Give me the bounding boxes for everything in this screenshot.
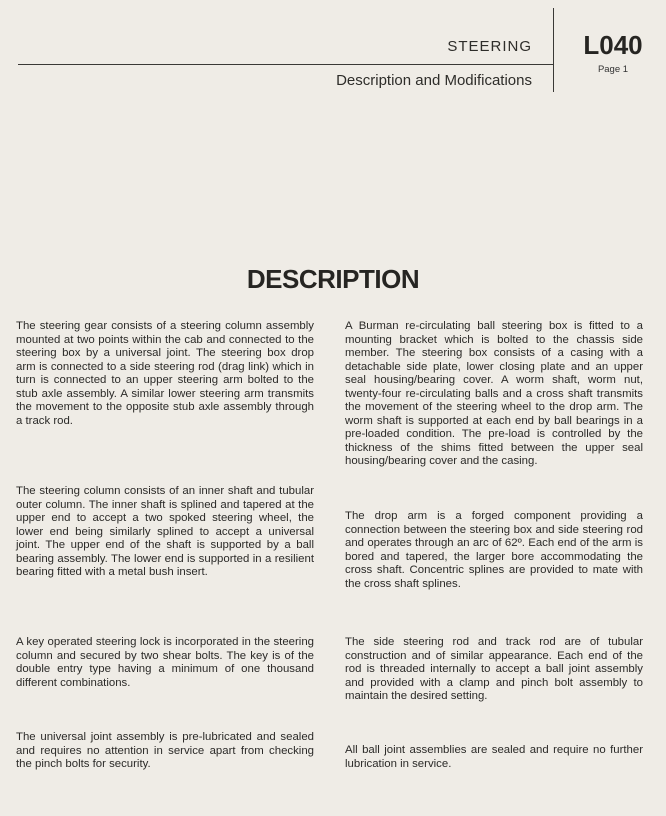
section-heading: STEERING: [447, 38, 532, 55]
paragraph-steering-lock: A key operated steering lock is incorporated in the steering column and secured by two shear bolts. The key is of the double entry type having a minimum of one thousand different combinations.: [16, 636, 314, 689]
document-code: L040: [583, 30, 643, 60]
header-rule: [18, 64, 554, 65]
paragraph-drop-arm: The drop arm is a forged component providing a connection between the steering box and side steering rod and operates through an arc of 62º. Each end of the arm is bored and tapered, the larger bore accommodating the cross shaft. Concentric splines are provided to mate with the cross shaft splines.: [345, 510, 643, 590]
paragraph-steering-gear: The steering gear consists of a steering column assembly mounted at two points within the cab and connected to the steering box by a universal joint. The steering box drop arm is connected to a side steering rod (drag link) which in turn is connected to an upper steering arm bolted to the stub axle assembly. A similar lower steering arm transmits the movement to the opposite stub axle assembly through a track rod.: [16, 320, 314, 427]
paragraph-universal-joint: The universal joint assembly is pre-lubricated and sealed and requires no attention in service apart from checking the pinch bolts for security.: [16, 731, 314, 770]
paragraph-steering-rod: The side steering rod and track rod are of tubular construction and of similar appearance. Each end of the rod is threaded internally to accept a ball joint assembly and provided with a clamp and pinch bolt assembly to maintain the desired setting.: [345, 636, 643, 702]
page-title: DESCRIPTION: [246, 264, 420, 294]
paragraph-steering-column: The steering column consists of an inner shaft and tubular outer column. The inner shaft is splined and tapered at the upper end to accept a two spoked steering wheel, the lower end being similarly splined to accept a universal joint. The upper end of the shaft is supported by a ball bearing assembly. The lower end is supported in a resilient bearing fitted with a metal bush insert.: [16, 485, 314, 578]
paragraph-steering-box: A Burman re-circulating ball steering box is fitted to a mounting bracket which is bolted to the chassis side member. The steering box consists of a casing with a detachable side plate, lower closing plate and an upper seal housing/bearing cover. A worm shaft, worm nut, twenty-four re-circulating balls and a cross shaft transmits the movement of the steering wheel to the drop arm. The worm shaft is supported at each end by ball bearings in a pre-loaded condition. The pre-load is controlled by the thickness of the shims fitted between the upper seal housing/bearing cover and the casing.: [345, 320, 643, 467]
page-number: Page 1: [597, 64, 629, 75]
paragraph-ball-joints: All ball joint assemblies are sealed and require no further lubrication in service.: [345, 744, 643, 770]
section-subtitle: Description and Modifications: [336, 72, 532, 89]
header-divider: [553, 8, 554, 92]
